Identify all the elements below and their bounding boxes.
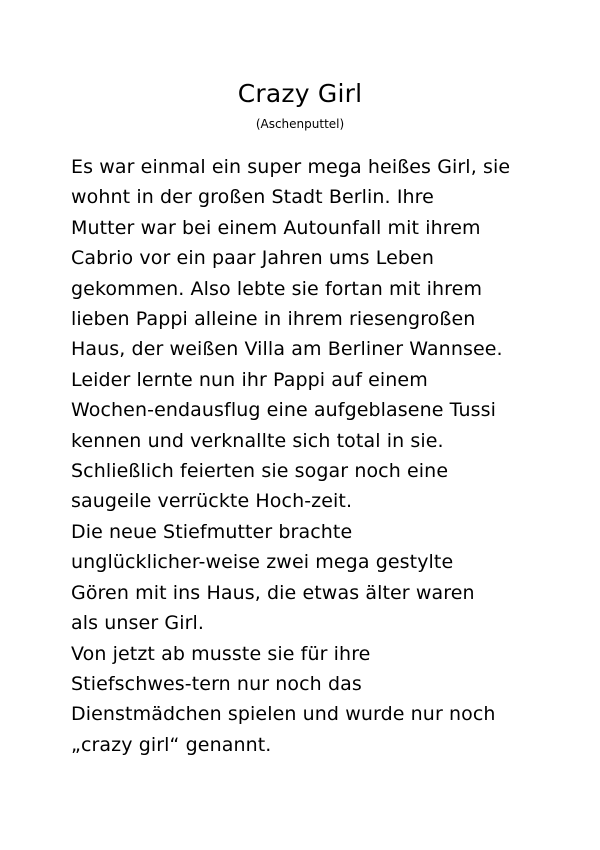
text-line: wohnt in der großen Stadt Berlin. Ihre: [71, 186, 434, 209]
page-subtitle: (Aschenputtel): [255, 117, 345, 131]
page-title: Crazy Girl: [237, 79, 363, 108]
text-line: Die neue Stiefmutter brachte: [71, 520, 353, 543]
text-line: Leider lernte nun ihr Pappi auf einem: [71, 368, 428, 391]
text-line: gekommen. Also lebte sie fortan mit ihrem: [71, 277, 483, 300]
text-line: Mutter war bei einem Autounfall mit ihrem: [71, 216, 481, 239]
text-line: Von jetzt ab musste sie für ihre: [71, 642, 371, 665]
text-line: Wochen-endausflug eine aufgeblasene Tussi: [71, 399, 497, 422]
text-line: saugeile verrückte Hoch-zeit.: [71, 490, 353, 513]
text-line: Dienstmädchen spielen und wurde nur noch: [71, 703, 496, 726]
text-line: Haus, der weißen Villa am Berliner Wannsee.: [71, 338, 503, 361]
text-line: Cabrio vor ein paar Jahren ums Leben: [71, 247, 434, 270]
text-line: Gören mit ins Haus, die etwas älter waren: [71, 581, 475, 604]
text-line: kennen und verknallte sich total in sie.: [71, 429, 444, 452]
text-line: „crazy girl“ genannt.: [71, 733, 272, 756]
text-line: Schließlich feierten sie sogar noch eine: [71, 460, 449, 483]
text-line: Stiefschwes-tern nur noch das: [71, 672, 362, 695]
text-line: lieben Pappi alleine in ihrem riesengroßen: [71, 308, 476, 331]
story-text: [71, 152, 591, 760]
text-line: unglücklicher-weise zwei mega gestylte: [71, 551, 454, 574]
text-line: Es war einmal ein super mega heißes Girl, sie: [71, 156, 511, 178]
text-line: als unser Girl.: [71, 612, 205, 635]
